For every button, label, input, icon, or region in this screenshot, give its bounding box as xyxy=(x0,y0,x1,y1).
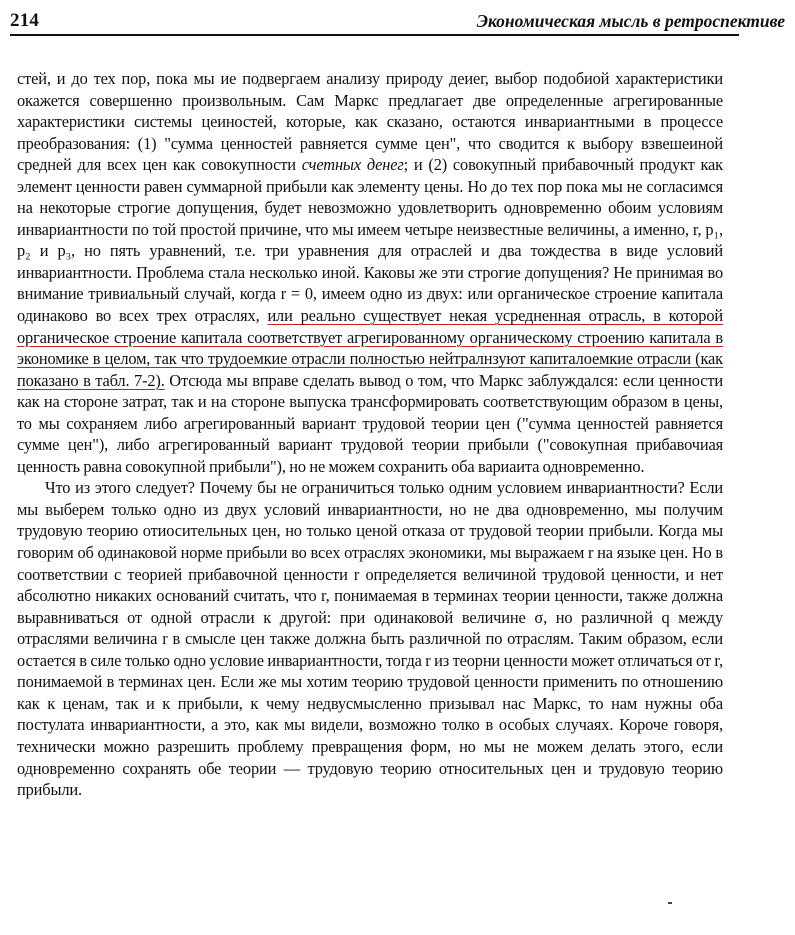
paragraph-1-start: стей, и до тех пор, пока мы ие подвергаем анализу природу деиег, выбор подобиой характеристики окажется совершенно произвольным. Сам Маркс предлагает две определенные агрегированные характеристики системы цеиностей, которые, как сказано, остаются инвариантными в процессе преобразования: (1) "сумма ценностей равняется сумме цен", что сводится к выбору взвешеиной средней для всех цен как совокупности xyxy=(17,69,723,175)
paragraph-1-middle: ; и (2) совокупный прибавочный продукт как элемент ценности равен суммарной прибыли как элементу цены. Но до тех пор пока мы не согласимся на некоторые строгие допущения, будет невозможно удовлетворить одновременно обоим условиям инвариантности по той простой причине, что мы имеем четыре неизвестные величины, а именно, r, p₁, p₂ и p₃, но пять уравнений, т.е. три уравнения для отраслей и два тождества в виде условий инвариантности. Проблема стала несколько иной. Каковы же эти строгие допущения? Не принимая во внимание тривиальный случай, когда r = 0, имеем одно из двух: или органическое строение капитала одинаково во всех трех отраслях, xyxy=(17,155,723,326)
scan-mark xyxy=(668,902,672,904)
paragraph-1 xyxy=(17,68,723,477)
running-title: Экономическая мысль в ретроспективе xyxy=(476,11,785,31)
body-text xyxy=(17,68,723,801)
header-rule xyxy=(10,34,739,36)
page-number: 214 xyxy=(10,10,40,31)
page-header xyxy=(10,6,785,32)
paragraph-1-end: Отсюда мы вправе сделать вывод о том, что Маркс заблуждался: если ценности как на стороне затрат, так и на стороне выпуска трансформировать соответствующим образом в цены, то мы сохраняем либо агрегированный вариант трудовой теории цен ("сумма ценностей равняется сумме цен"), либо агрегированный вариант трудовой теории прибыли ("совокупная прибавочиая ценность равна совокупной прибыли"), но не можем сохранить оба вариаита одновременно. xyxy=(17,370,724,476)
underlined-passage: или реально существует некая усредненная отрасль, в которой органическое строение капитала соответствует агрегированному органическому строению капитала в экономике в целом, так что трудоемкие отрасли полностью нейтралнзуют капиталоемкие отрасли (как показано в табл. 7-2). xyxy=(17,306,723,390)
paragraph-2: Что из этого следует? Почему бы не ограничиться только одним условием инвариантности? Если мы выберем только одно из двух условий инвариантности, но не два одновременно, мы получим трудовую теорию отиосительных цен, но только ценой отказа от трудовой теории прибыли. Когда мы говорим об одинаковой норме прибыли во всех отраслях экономики, мы выражаем r на языке цен. Но в соответствии с теорией прибавочной ценности r определяется величиной трудовой ценности, и нет абсолютно никаких оснований считать, что r, понимаемая в терминах теории ценности, также должна выравниваться от одной отрасли к другой: при одинаковой величине σ, но различной q между отраслями величина r в смысле цен также должна быть различной по отраслям. Таким образом, если остается в силе только одно условие инвариантности, тогда r из теорни ценности может отличаться от r, понимаемой в терминах цен. Если же мы хотим теорию трудовой ценности применить по отношению как к ценам, так и к прибыли, к чему недвусмысленно призывал нас Маркс, то нам нужны оба постулата инвариантности, а это, как мы видели, возможно толко в особых случаях. Короче говоря, технически можно разрешить проблему превращения форм, но мы не можем делать этого, если одновременно сохранять обе теории — трудовую теорию относительных цен и трудовую теорию прибыли. xyxy=(17,478,723,800)
emphasis-term: счетных денег xyxy=(301,155,404,175)
